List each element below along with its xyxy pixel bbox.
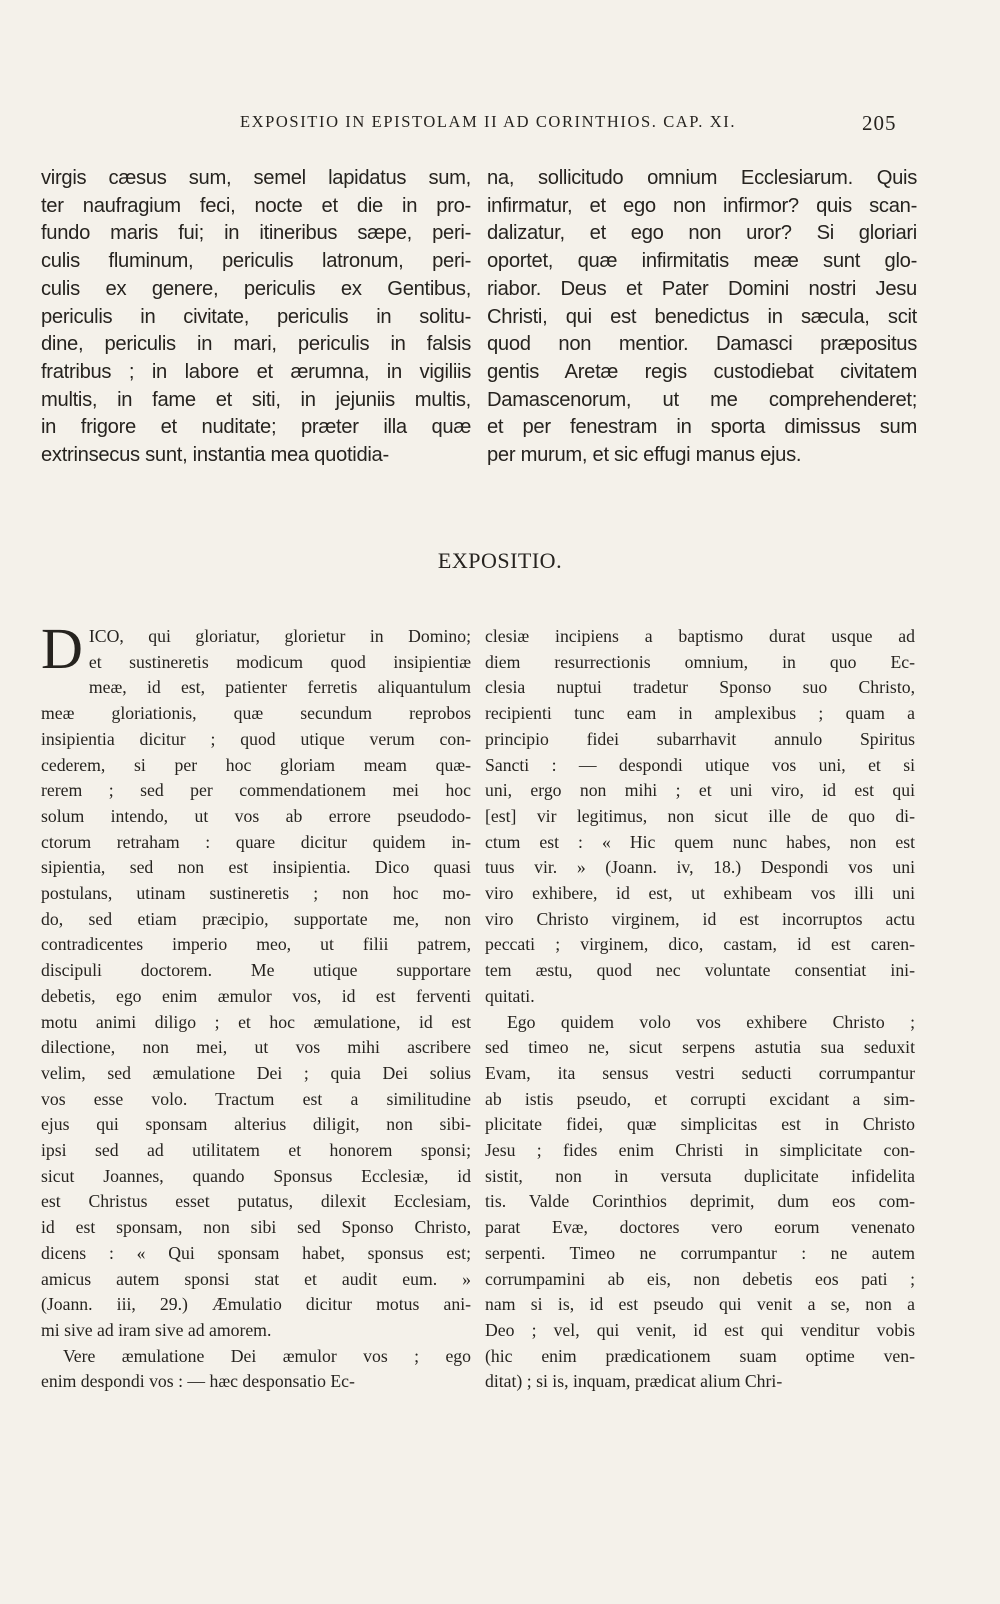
text-line: diem resurrectionis omnium, in quo Ec-: [485, 651, 915, 672]
text-line: dalizatur, et ego non uror? Si gloriari: [487, 222, 917, 245]
text-line: plicitate fidei, quæ simplicitas est in Christo: [485, 1114, 915, 1135]
text-line: tuus vir. » (Joann. iv, 18.) Despondi vos uni: [485, 857, 915, 878]
text-line: recipienti tunc eam in amplexibus ; quam a: [485, 703, 915, 724]
text-line: solum intendo, ut vos ab errore pseudodo-: [41, 805, 471, 826]
text-line: Evam, ita sensus vestri seducti corrumpantur: [485, 1062, 915, 1083]
text-line: (Joann. iii, 29.) Æmulatio dicitur motus ani-: [41, 1294, 471, 1315]
text-line: culis ex genere, periculis ex Gentibus,: [41, 277, 471, 300]
page-number: 205: [862, 111, 897, 135]
text-line: Jesu ; fides enim Christi in simplicitate con-: [485, 1140, 915, 1161]
drop-capital: D: [41, 616, 83, 681]
text-line: uni, ergo non mihi ; et uni viro, id est qui: [485, 780, 915, 801]
text-line: Deo ; vel, qui venit, id est qui venditur vobis: [485, 1319, 915, 1340]
text-line: amicus autem sponsi stat et audit eum. »: [41, 1268, 471, 1289]
text-line: discipuli doctorem. Me utique supportare: [41, 960, 471, 981]
text-line: sed timeo ne, sicut serpens astutia sua seduxit: [485, 1037, 915, 1058]
text-line: mi sive ad iram sive ad amorem.: [41, 1319, 272, 1340]
text-line: ctum est : « Hic quem nunc habes, non est: [485, 831, 915, 852]
text-line: dicens : « Qui sponsam habet, sponsus est;: [41, 1242, 471, 1263]
text-line: et per fenestram in sporta dimissus sum: [487, 416, 917, 439]
text-line: periculis in civitate, periculis in solitu-: [41, 305, 471, 328]
text-line: viro exhibere, id est, ut exhibeam vos illi uni: [485, 883, 915, 904]
commentary-column-right: [485, 624, 915, 1395]
text-line: fratribus ; in labore et ærumna, in vigiliis: [41, 360, 471, 383]
text-line: in frigore et nuditate; præter illa quæ: [41, 416, 471, 439]
text-line: virgis cæsus sum, semel lapidatus sum,: [41, 167, 471, 189]
text-line: viro Christo virginem, id est incorruptos actu: [485, 908, 915, 929]
text-line: Sancti : — despondi utique vos uni, et si: [485, 754, 915, 775]
text-line: peccati ; virginem, dico, castam, id est caren-: [485, 934, 915, 955]
text-line: serpenti. Timeo ne corrumpantur : ne autem: [485, 1242, 915, 1263]
text-line: motu animi diligo ; et hoc æmulatione, id est: [41, 1011, 471, 1032]
text-line: ctorum retraham : quare dicitur quidem in-: [41, 831, 471, 852]
text-line: fundo maris fui; in itineribus sæpe, peri-: [41, 222, 471, 245]
text-line: tem æstu, quod nec voluntate consentiat ini-: [485, 960, 915, 981]
text-line: dine, periculis in mari, periculis in falsis: [41, 333, 471, 356]
scripture-column-right: [487, 165, 917, 470]
text-line: ejus qui sponsam alterius diligit, non sibi-: [41, 1114, 471, 1135]
running-title: EXPOSITIO IN EPISTOLAM II AD CORINTHIOS. CAP. XI.: [239, 112, 737, 131]
text-line: sistit, non in versuta duplicitate infidelita: [485, 1165, 915, 1186]
text-line: Ego quidem volo vos exhibere Christo ;: [507, 1011, 915, 1032]
text-line: quod non mentior. Damasci præpositus: [487, 333, 917, 356]
text-line: velim, sed æmulatione Dei ; quia Dei solius: [41, 1062, 471, 1083]
commentary-column-left: [41, 616, 471, 1395]
text-line: insipientia dicitur ; quod utique verum con-: [41, 728, 471, 749]
text-line: ICO, qui gloriatur, glorietur in Domino;: [88, 626, 471, 646]
text-line: principio fidei subarrhavit annulo Spiritus: [485, 728, 915, 749]
text-line: Damascenorum, ut me comprehenderet;: [487, 388, 917, 411]
text-line: extrinsecus sunt, instantia mea quotidia-: [41, 444, 389, 467]
text-line: (hic enim prædicationem suam optime ven-: [485, 1345, 915, 1366]
text-line: id est sponsam, non sibi sed Sponso Christo,: [41, 1217, 471, 1238]
text-line: oportet, quæ infirmitatis meæ sunt glo-: [487, 250, 917, 273]
text-line: sipientia, sed non est insipientia. Dico quasi: [41, 857, 471, 878]
text-line: na, sollicitudo omnium Ecclesiarum. Quis: [487, 167, 917, 189]
text-line: multis, in fame et siti, in jejuniis multis,: [41, 388, 471, 411]
text-line: debetis, ego enim æmulor vos, id est ferventi: [41, 985, 471, 1006]
text-line: sicut Joannes, quando Sponsus Ecclesiæ, id: [41, 1165, 471, 1186]
text-line: contradicentes imperio meo, ut filii patrem,: [41, 934, 471, 955]
text-line: parat Evæ, doctores vero eorum venenato: [485, 1217, 915, 1238]
text-line: [est] vir legitimus, non sicut ille de quo di-: [485, 805, 915, 826]
text-line: culis fluminum, periculis latronum, peri-: [41, 250, 471, 273]
text-line: meæ gloriationis, quæ secundum reprobos: [41, 703, 471, 724]
text-line: postulans, utinam sustineretis ; non hoc mo-: [41, 883, 471, 904]
text-line: Vere æmulatione Dei æmulor vos ; ego: [63, 1345, 471, 1366]
text-line: vos esse volo. Tractum est a similitudine: [41, 1088, 471, 1109]
text-line: per murum, et sic effugi manus ejus.: [487, 444, 802, 467]
text-line: do, sed etiam præcipio, supportate me, non: [41, 908, 471, 929]
text-line: riabor. Deus et Pater Domini nostri Jesu: [487, 277, 917, 300]
section-heading: EXPOSITIO.: [437, 548, 563, 573]
text-line: ter naufragium feci, nocte et die in pro-: [41, 194, 471, 217]
text-line: clesiæ incipiens a baptismo durat usque ad: [485, 626, 915, 646]
text-line: meæ, id est, patienter ferretis aliquantulum: [88, 677, 471, 698]
scripture-column-left: [41, 165, 471, 470]
text-line: gentis Aretæ regis custodiebat civitatem: [487, 360, 917, 383]
text-line: corrumpamini ab eis, non debetis eos pati ;: [485, 1268, 915, 1289]
text-line: est Christus esset putatus, dilexit Ecclesiam,: [41, 1191, 471, 1212]
text-line: infirmatur, et ego non infirmor? quis scan-: [487, 194, 917, 217]
text-line: enim despondi vos : — hæc desponsatio Ec-: [41, 1371, 355, 1392]
text-line: cederem, si per hoc gloriam meam quæ-: [41, 754, 471, 775]
text-line: tis. Valde Corinthios deprimit, dum eos com-: [485, 1191, 915, 1212]
text-line: dilectione, non mei, ut vos mihi ascribere: [41, 1037, 471, 1058]
text-line: nam si is, id est pseudo qui venit a se, non a: [485, 1294, 915, 1315]
text-line: ipsi sed ad utilitatem et honorem sponsi;: [41, 1140, 471, 1161]
text-line: et sustineretis modicum quod insipientiæ: [88, 651, 471, 672]
text-line: rerem ; sed per commendationem mei hoc: [41, 780, 471, 801]
text-line: ab istis pseudo, et corrupti excidant a sim-: [485, 1088, 915, 1109]
text-line: clesia nuptui tradetur Sponso suo Christo,: [485, 677, 915, 698]
text-line: Christi, qui est benedictus in sæcula, scit: [487, 305, 917, 328]
text-line: ditat) ; si is, inquam, prædicat alium Chri-: [485, 1371, 783, 1392]
text-line: quitati.: [485, 985, 535, 1006]
